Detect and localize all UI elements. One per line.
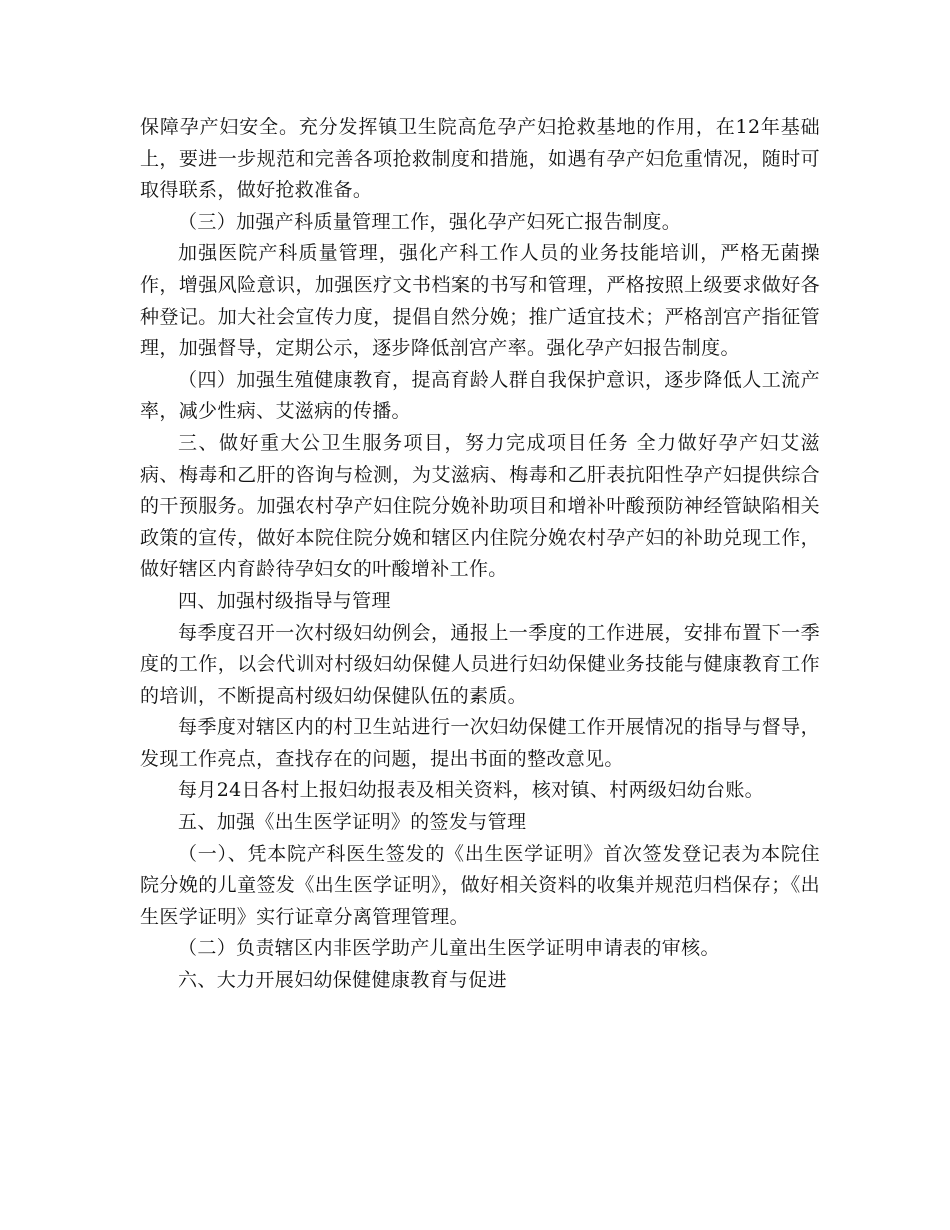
paragraph-8: 每季度对辖区内的村卫生站进行一次妇幼保健工作开展情况的指导与督导，发现工作亮点，查找存在的问题，提出书面的整改意见。 (140, 716, 820, 770)
paragraph-4: （四）加强生殖健康教育，提高育龄人群自我保护意识，逐步降低人工流产率，减少性病、艾滋病的传播。 (140, 368, 820, 423)
paragraph-13: 六、大力开展妇幼保健健康教育与促进 (178, 969, 507, 992)
paragraph-1: 保障孕产妇安全。充分发挥镇卫生院高危孕产妇抢救基地的作用，在12年基础上，要进一步规范和完善各项抢救制度和措施，如遇有孕产妇危重情况，随时可取得联系，做好抢救准备。 (140, 116, 820, 202)
paragraph-7: 每季度召开一次村级妇幼例会，通报上一季度的工作进展，安排布置下一季度的工作，以会代训对村级妇幼保健人员进行妇幼保健业务技能与健康教育工作的培训，不断提高村级妇幼保健队伍的素质。 (140, 621, 820, 707)
document-body (140, 112, 820, 997)
paragraph-12: （二）负责辖区内非医学助产儿童出生医学证明申请表的审核。 (178, 937, 720, 960)
paragraph-2: （三）加强产科质量管理工作，强化孕产妇死亡报告制度。 (178, 210, 682, 233)
paragraph-3: 加强医院产科质量管理，强化产科工作人员的业务技能培训，严格无菌操作，增强风险意识，加强医疗文书档案的书写和管理，严格按照上级要求做好各种登记。加大社会宣传力度，提倡自然分娩；推广适宜技术；严格剖宫产指征管理，加强督导，定期公示，逐步降低剖宫产率。强化孕产妇报告制度。 (140, 242, 820, 360)
paragraph-11: （一）、凭本院产科医生签发的《出生医学证明》首次签发登记表为本院住院分娩的儿童签发《出生医学证明》，做好相关资料的收集并规范归档保存；《出生医学证明》实行证章分离管理管理。 (140, 842, 820, 928)
paragraph-10: 五、加强《出生医学证明》的签发与管理 (178, 811, 527, 834)
paragraph-6: 四、加强村级指导与管理 (178, 589, 391, 612)
paragraph-9: 每月24日各村上报妇幼报表及相关资料，核对镇、村两级妇幼台账。 (178, 779, 765, 802)
paragraph-5: 三、做好重大公卫生服务项目，努力完成项目任务 全力做好孕产妇艾滋病、梅毒和乙肝的咨询与检测，为艾滋病、梅毒和乙肝表抗阳性孕产妇提供综合的干预服务。加强农村孕产妇住院分娩补助项目和增补叶酸预防神经管缺陷相关政策的宣传，做好本院住院分娩和辖区内住院分娩农村孕产妇的补助兑现工作，做好辖区内育龄待孕妇女的叶酸增补工作。 (140, 431, 820, 581)
